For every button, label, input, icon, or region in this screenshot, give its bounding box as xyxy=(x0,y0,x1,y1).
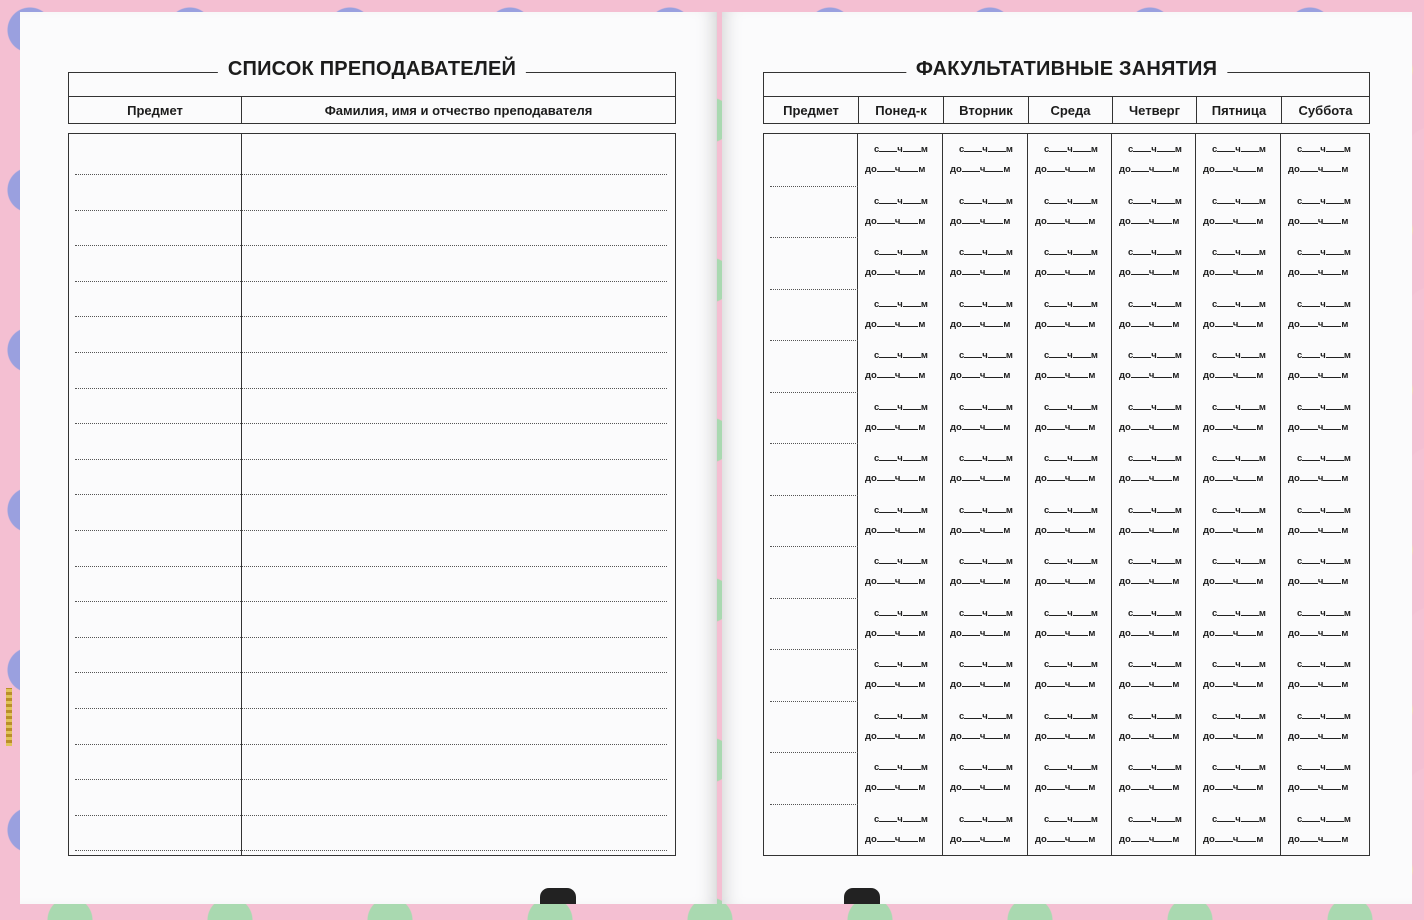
time-slot[interactable]: с ч м до ч м xyxy=(865,607,928,639)
time-slot[interactable]: с ч м до ч м xyxy=(950,659,1013,690)
time-slot[interactable]: с ч м до ч м xyxy=(1035,144,1098,175)
table-row[interactable] xyxy=(75,281,667,282)
column-header-0: Предмет xyxy=(783,102,839,118)
time-slot[interactable]: с ч м до ч м xyxy=(1035,659,1098,690)
time-slot[interactable]: с ч м до ч м xyxy=(1119,195,1182,227)
subject-line[interactable] xyxy=(770,546,858,547)
time-slot[interactable]: с ч м до ч м xyxy=(1203,607,1266,639)
teachers-table xyxy=(68,133,676,856)
time-slot[interactable]: с ч м до ч м xyxy=(1119,298,1182,330)
time-slot[interactable]: с ч м до ч м xyxy=(1119,350,1182,381)
table-row[interactable] xyxy=(75,637,667,638)
time-slot[interactable]: с ч м до ч м xyxy=(950,401,1013,433)
time-slot[interactable]: с ч м до ч м xyxy=(865,453,928,484)
time-slot[interactable]: с ч м до ч м xyxy=(1288,401,1351,433)
time-slot[interactable]: с ч м до ч м xyxy=(950,453,1013,484)
time-slot[interactable]: с ч м до ч м xyxy=(1288,813,1351,845)
table-row[interactable] xyxy=(75,815,667,816)
time-slot[interactable]: с ч м до ч м xyxy=(1203,401,1266,433)
teachers-header xyxy=(68,58,676,124)
time-slot[interactable]: с ч м до ч м xyxy=(1288,762,1351,793)
time-slot[interactable]: с ч м до ч м xyxy=(1119,401,1182,433)
time-slot[interactable]: с ч м до ч м xyxy=(865,247,928,278)
table-row[interactable] xyxy=(75,530,667,531)
time-slot[interactable]: с ч м до ч м xyxy=(1288,144,1351,175)
time-slot[interactable]: с ч м до ч м xyxy=(1203,144,1266,175)
column-header-3: Среда xyxy=(1028,97,1112,123)
time-slot[interactable]: с ч м до ч м xyxy=(1203,247,1266,278)
column-header-2: Вторник xyxy=(943,97,1028,123)
column-header-1: Понед-к xyxy=(858,97,943,123)
time-slot[interactable]: с ч м до ч м xyxy=(865,813,928,845)
time-slot[interactable]: с ч м до ч м xyxy=(950,504,1013,536)
time-slot[interactable]: с ч м до ч м xyxy=(950,813,1013,845)
time-slot[interactable]: с ч м до ч м xyxy=(865,762,928,793)
time-slot[interactable]: с ч м до ч м xyxy=(950,556,1013,587)
electives-title: ФАКУЛЬТАТИВНЫЕ ЗАНЯТИЯ xyxy=(906,58,1227,81)
time-slot[interactable]: с ч м до ч м xyxy=(1288,247,1351,278)
time-slot[interactable]: с ч м до ч м xyxy=(1203,710,1266,742)
time-slot[interactable]: с ч м до ч м xyxy=(1035,607,1098,639)
time-slot[interactable]: с ч м до ч м xyxy=(1035,710,1098,742)
table-row[interactable] xyxy=(75,708,667,709)
time-slot[interactable]: с ч м до ч м xyxy=(1288,659,1351,690)
table-row[interactable] xyxy=(75,174,667,175)
time-slot[interactable]: с ч м до ч м xyxy=(865,350,928,381)
time-slot[interactable]: с ч м до ч м xyxy=(1288,556,1351,587)
time-slot[interactable]: с ч м до ч м xyxy=(950,247,1013,278)
time-slot[interactable]: с ч м до ч м xyxy=(1203,504,1266,536)
electives-header xyxy=(763,58,1370,124)
time-slot[interactable]: с ч м до ч м xyxy=(1288,195,1351,227)
time-slot[interactable]: с ч м до ч м xyxy=(950,607,1013,639)
time-slot[interactable]: с ч м до ч м xyxy=(1119,556,1182,587)
column-header-4: Четверг xyxy=(1112,97,1196,123)
time-slot[interactable]: с ч м до ч м xyxy=(950,144,1013,175)
table-row[interactable] xyxy=(75,352,667,353)
subject-line[interactable] xyxy=(770,701,858,702)
time-slot[interactable]: с ч м до ч м xyxy=(1119,504,1182,536)
time-slot[interactable]: с ч м до ч м xyxy=(950,298,1013,330)
table-row[interactable] xyxy=(75,459,667,460)
table-row[interactable] xyxy=(75,388,667,389)
column-header-5: Пятница xyxy=(1196,97,1281,123)
time-slot[interactable]: с ч м до ч м xyxy=(1035,813,1098,845)
time-slot[interactable]: с ч м до ч м xyxy=(865,144,928,175)
time-slot[interactable]: с ч м до ч м xyxy=(1203,659,1266,690)
subject-line[interactable] xyxy=(770,237,858,238)
time-slot[interactable]: с ч м до ч м xyxy=(1119,453,1182,484)
time-slot[interactable]: с ч м до ч м xyxy=(865,556,928,587)
table-row[interactable] xyxy=(75,744,667,745)
time-slot[interactable]: с ч м до ч м xyxy=(1035,247,1098,278)
subject-line[interactable] xyxy=(770,443,858,444)
table-row[interactable] xyxy=(75,423,667,424)
column-header-6: Суббота xyxy=(1281,97,1369,123)
time-slot[interactable]: с ч м до ч м xyxy=(950,195,1013,227)
subject-line[interactable] xyxy=(770,598,858,599)
decor-dot xyxy=(540,888,576,904)
time-slot[interactable]: с ч м до ч м xyxy=(1288,710,1351,742)
bookmark-ribbon xyxy=(6,688,12,746)
time-slot[interactable]: с ч м до ч м xyxy=(1119,659,1182,690)
table-row[interactable] xyxy=(75,672,667,673)
time-slot[interactable]: с ч м до ч м xyxy=(1203,453,1266,484)
time-slot[interactable]: с ч м до ч м xyxy=(1119,247,1182,278)
time-slot[interactable]: с ч м до ч м xyxy=(950,710,1013,742)
time-slot[interactable]: с ч м до ч м xyxy=(1035,504,1098,536)
subject-line[interactable] xyxy=(770,752,858,753)
table-row[interactable] xyxy=(75,210,667,211)
time-slot[interactable]: с ч м до ч м xyxy=(1035,453,1098,484)
subject-line[interactable] xyxy=(770,392,858,393)
time-slot[interactable]: с ч м до ч м xyxy=(1288,504,1351,536)
time-slot[interactable]: с ч м до ч м xyxy=(950,762,1013,793)
column-header-subject: Предмет xyxy=(127,102,183,118)
time-slot[interactable]: с ч м до ч м xyxy=(1035,556,1098,587)
time-slot[interactable]: с ч м до ч м xyxy=(865,659,928,690)
time-slot[interactable]: с ч м до ч м xyxy=(1119,762,1182,793)
time-slot[interactable]: с ч м до ч м xyxy=(1288,298,1351,330)
column-header-teacher-name: Фамилия, имя и отчество преподавателя xyxy=(241,97,675,123)
time-slot[interactable]: с ч м до ч м xyxy=(1288,350,1351,381)
time-slot[interactable]: с ч м до ч м xyxy=(1203,556,1266,587)
time-slot[interactable]: с ч м до ч м xyxy=(865,298,928,330)
time-slot[interactable]: с ч м до ч м xyxy=(865,401,928,433)
table-row[interactable] xyxy=(75,566,667,567)
time-slot[interactable]: с ч м до ч м xyxy=(865,504,928,536)
table-row[interactable] xyxy=(75,245,667,246)
subject-line[interactable] xyxy=(770,186,858,187)
time-slot[interactable]: с ч м до ч м xyxy=(1203,350,1266,381)
time-slot[interactable]: с ч м до ч м xyxy=(1288,453,1351,484)
table-row[interactable] xyxy=(75,316,667,317)
time-slot[interactable]: с ч м до ч м xyxy=(1035,350,1098,381)
time-slot[interactable]: с ч м до ч м xyxy=(1119,710,1182,742)
time-slot[interactable]: с ч м до ч м xyxy=(1035,195,1098,227)
subject-line[interactable] xyxy=(770,340,858,341)
decor-dot xyxy=(844,888,880,904)
time-slot[interactable]: с ч м до ч м xyxy=(1035,401,1098,433)
subject-line[interactable] xyxy=(770,804,858,805)
table-row[interactable] xyxy=(75,601,667,602)
time-slot[interactable]: с ч м до ч м xyxy=(1203,762,1266,793)
subject-line[interactable] xyxy=(770,289,858,290)
subject-line[interactable] xyxy=(770,495,858,496)
time-slot[interactable]: с ч м до ч м xyxy=(1203,813,1266,845)
time-slot[interactable]: с ч м до ч м xyxy=(1203,298,1266,330)
time-slot[interactable]: с ч м до ч м xyxy=(1119,813,1182,845)
time-slot[interactable]: с ч м до ч м xyxy=(1035,298,1098,330)
table-row[interactable] xyxy=(75,850,667,851)
time-slot[interactable]: с ч м до ч м xyxy=(865,195,928,227)
time-slot[interactable]: с ч м до ч м xyxy=(1203,195,1266,227)
time-slot[interactable]: с ч м до ч м xyxy=(1035,762,1098,793)
table-row[interactable] xyxy=(75,779,667,780)
teachers-title: СПИСОК ПРЕПОДАВАТЕЛЕЙ xyxy=(218,58,526,81)
time-slot[interactable]: с ч м до ч м xyxy=(1119,607,1182,639)
time-slot[interactable]: с ч м до ч м xyxy=(865,710,928,742)
subject-line[interactable] xyxy=(770,649,858,650)
time-slot[interactable]: с ч м до ч м xyxy=(1119,144,1182,175)
table-row[interactable] xyxy=(75,494,667,495)
time-slot[interactable]: с ч м до ч м xyxy=(1288,607,1351,639)
time-slot[interactable]: с ч м до ч м xyxy=(950,350,1013,381)
electives-table xyxy=(763,133,1370,856)
